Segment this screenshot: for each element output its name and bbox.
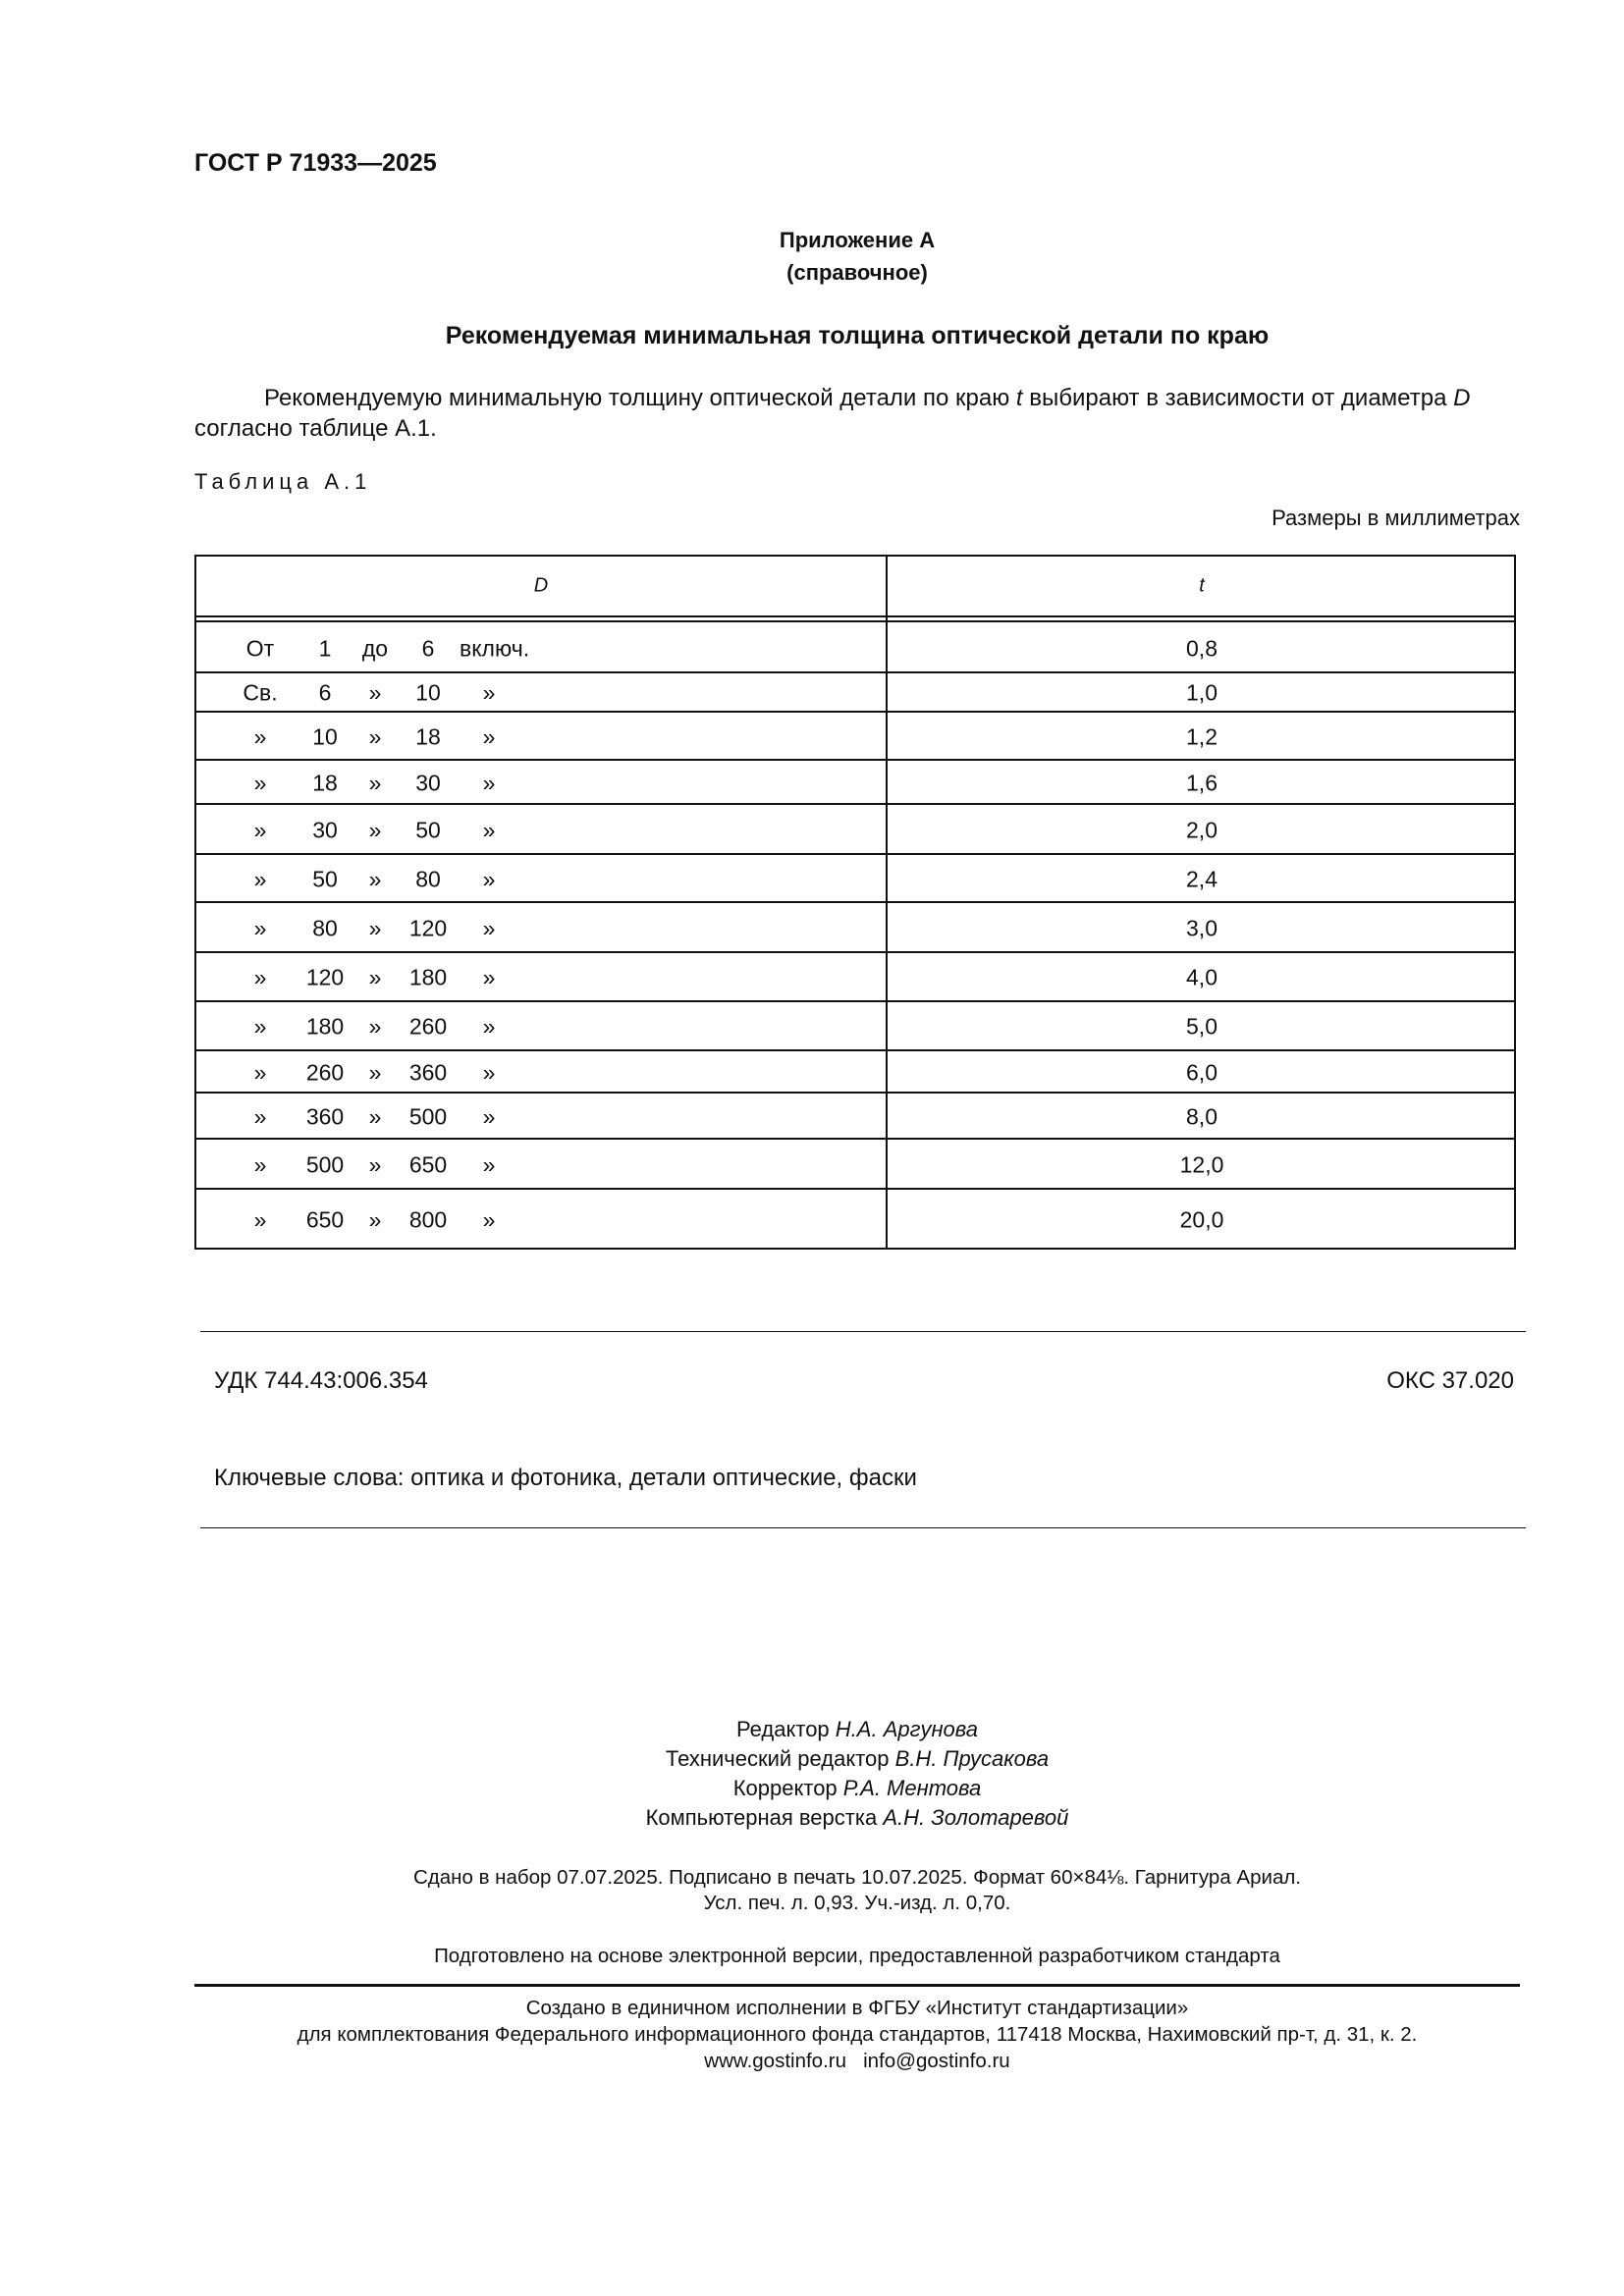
appendix-title: Рекомендуемая минимальная толщина оптической детали по краю: [445, 322, 1270, 349]
table-row: [196, 1190, 1514, 1250]
cell-t: 2,0: [1186, 817, 1218, 842]
intro-line2: согласно таблице А.1.: [194, 415, 437, 442]
cell-from: 6: [318, 679, 332, 706]
cell-to: 10: [415, 679, 441, 706]
cell-suffix: »: [482, 866, 496, 891]
oks: ОКС 37.020: [1386, 1367, 1514, 1394]
udk: УДК 744.43:006.354: [214, 1367, 428, 1394]
cell-suffix: »: [482, 817, 496, 842]
var-d: D: [1453, 385, 1471, 411]
table-row: [196, 903, 1514, 953]
cell-t: 4,0: [1186, 964, 1218, 990]
cell-from: 650: [305, 1206, 345, 1232]
cell-to: 180: [408, 964, 448, 990]
cell-from: 360: [305, 1103, 345, 1129]
cell-prefix: »: [253, 964, 267, 990]
intro-text: выбирают в зависимости от диаметра: [1022, 385, 1454, 411]
cell-from: 1: [318, 635, 332, 661]
divider: [200, 1331, 1526, 1332]
cell-from: 120: [305, 964, 345, 990]
cell-suffix: »: [482, 1206, 496, 1232]
cell-to: 30: [415, 770, 441, 795]
footer-contacts: [194, 2050, 1520, 2073]
header-t: t: [1199, 574, 1205, 597]
imprint-line1: Сдано в набор 07.07.2025. Подписано в печать 10.07.2025. Формат 60×84⅛. Гарнитура Ариал.: [412, 1866, 1301, 1889]
cell-prefix: »: [253, 1151, 267, 1177]
cell-suffix: »: [482, 679, 496, 706]
cell-from: 260: [305, 1059, 345, 1085]
credit-role: Компьютерная верстка: [645, 1805, 884, 1830]
intro-text: Рекомендуемую минимальную толщину оптической детали по краю: [264, 385, 1016, 411]
cell-sep: »: [368, 1013, 382, 1040]
cell-t: 0,8: [1186, 635, 1218, 661]
dimensions-table: [194, 555, 1516, 1250]
table-row: [196, 623, 1514, 673]
cell-sep: »: [368, 817, 382, 842]
cell-t: 12,0: [1179, 1151, 1224, 1177]
cell-to: 500: [408, 1103, 448, 1129]
cell-sep: »: [368, 1151, 382, 1177]
cell-t: 1,6: [1186, 770, 1218, 795]
cell-t: 20,0: [1179, 1206, 1224, 1232]
table-row: [196, 673, 1514, 713]
table-row: [196, 855, 1514, 903]
cell-suffix: »: [482, 770, 496, 795]
cell-suffix: »: [482, 1059, 496, 1085]
cell-prefix: »: [253, 866, 267, 891]
cell-sep: »: [368, 723, 382, 749]
cell-to: 50: [415, 817, 441, 842]
credit-line: [194, 1805, 1520, 1831]
table-row: [196, 1002, 1514, 1051]
website-link[interactable]: www.gostinfo.ru: [704, 2050, 846, 2072]
document-id: ГОСТ Р 71933—2025: [194, 149, 437, 177]
credit-role: Технический редактор: [665, 1746, 895, 1771]
cell-t: 2,4: [1186, 866, 1218, 891]
cell-t: 3,0: [1186, 915, 1218, 940]
cell-sep: »: [368, 770, 382, 795]
table-row: [196, 1051, 1514, 1094]
table-row: [196, 805, 1514, 855]
cell-prefix: »: [253, 1013, 267, 1040]
cell-from: 30: [312, 817, 338, 842]
header-rule: [196, 620, 1514, 622]
cell-t: 5,0: [1186, 1013, 1218, 1040]
table-row: [196, 761, 1514, 805]
cell-sep: »: [368, 1059, 382, 1085]
header-rule: [196, 615, 1514, 617]
credit-name: В.Н. Прусакова: [894, 1746, 1050, 1771]
cell-to: 80: [415, 866, 441, 891]
credit-role: Корректор: [732, 1776, 843, 1800]
cell-from: 500: [305, 1151, 345, 1177]
cell-t: 1,0: [1186, 679, 1218, 706]
cell-to: 18: [415, 723, 441, 749]
cell-to: 120: [408, 915, 448, 940]
var-t: t: [1015, 385, 1023, 411]
cell-prefix: »: [253, 1059, 267, 1085]
credit-name: Н.А. Аргунова: [835, 1717, 979, 1741]
cell-from: 10: [312, 723, 338, 749]
cell-to: 800: [408, 1206, 448, 1232]
divider: [200, 1527, 1526, 1528]
cell-t: 6,0: [1186, 1059, 1218, 1085]
cell-sep: »: [368, 866, 382, 891]
cell-prefix: »: [253, 817, 267, 842]
table-units: Размеры в миллиметрах: [1272, 506, 1520, 530]
cell-prefix: »: [253, 1103, 267, 1129]
footer-line1: Создано в единичном исполнении в ФГБУ «Институт стандартизации»: [525, 1997, 1189, 2019]
cell-prefix: Св.: [243, 679, 278, 706]
cell-prefix: »: [253, 1206, 267, 1232]
cell-suffix: »: [482, 1013, 496, 1040]
cell-from: 50: [312, 866, 338, 891]
email-link[interactable]: info@gostinfo.ru: [863, 2050, 1010, 2072]
credit-name: Р.А. Ментова: [842, 1776, 982, 1800]
cell-to: 6: [421, 635, 435, 661]
cell-suffix: »: [482, 1103, 496, 1129]
cell-sep: »: [368, 1103, 382, 1129]
cell-to: 260: [408, 1013, 448, 1040]
prepared-note: Подготовлено на основе электронной версии, предоставленной разработчиком стандарта: [434, 1945, 1280, 1967]
cell-prefix: »: [253, 723, 267, 749]
table-row: [196, 1094, 1514, 1140]
cell-sep: »: [368, 679, 382, 706]
cell-from: 80: [312, 915, 338, 940]
cell-to: 650: [408, 1151, 448, 1177]
cell-sep: »: [368, 1206, 382, 1232]
cell-suffix: включ.: [460, 635, 530, 661]
thick-divider: [194, 1984, 1520, 1987]
cell-suffix: »: [482, 964, 496, 990]
cell-prefix: »: [253, 915, 267, 940]
cell-sep: »: [368, 964, 382, 990]
cell-sep: »: [368, 915, 382, 940]
cell-prefix: »: [253, 770, 267, 795]
appendix-kind: (справочное): [786, 260, 928, 285]
credit-name: А.Н. Золотаревой: [883, 1805, 1069, 1830]
credit-role: Редактор: [735, 1717, 836, 1741]
cell-prefix: От: [245, 635, 275, 661]
cell-t: 1,2: [1186, 723, 1218, 749]
cell-sep: до: [361, 635, 389, 661]
table-row: [196, 953, 1514, 1002]
footer-line2: для комплектования Федерального информационного фонда стандартов, 117418 Москва, Нахимовский пр-т, д. 31, к. 2.: [297, 2023, 1418, 2046]
table-row: [196, 1140, 1514, 1190]
cell-suffix: »: [482, 1151, 496, 1177]
appendix-label: Приложение А: [779, 228, 936, 252]
header-d: D: [533, 574, 549, 597]
table-header: [196, 557, 1514, 615]
cell-suffix: »: [482, 915, 496, 940]
cell-to: 360: [408, 1059, 448, 1085]
keywords: Ключевые слова: оптика и фотоника, детали оптические, фаски: [214, 1465, 917, 1491]
cell-from: 18: [312, 770, 338, 795]
intro-paragraph: [264, 385, 1470, 412]
cell-suffix: »: [482, 723, 496, 749]
credit-line: [194, 1776, 1520, 1801]
credit-line: [194, 1717, 1520, 1742]
table-caption: Таблица А.1: [194, 469, 372, 494]
imprint-line2: Усл. печ. л. 0,93. Уч.-изд. л. 0,70.: [703, 1892, 1011, 1914]
cell-t: 8,0: [1186, 1103, 1218, 1129]
credit-line: [194, 1746, 1520, 1772]
cell-from: 180: [305, 1013, 345, 1040]
table-row: [196, 713, 1514, 761]
